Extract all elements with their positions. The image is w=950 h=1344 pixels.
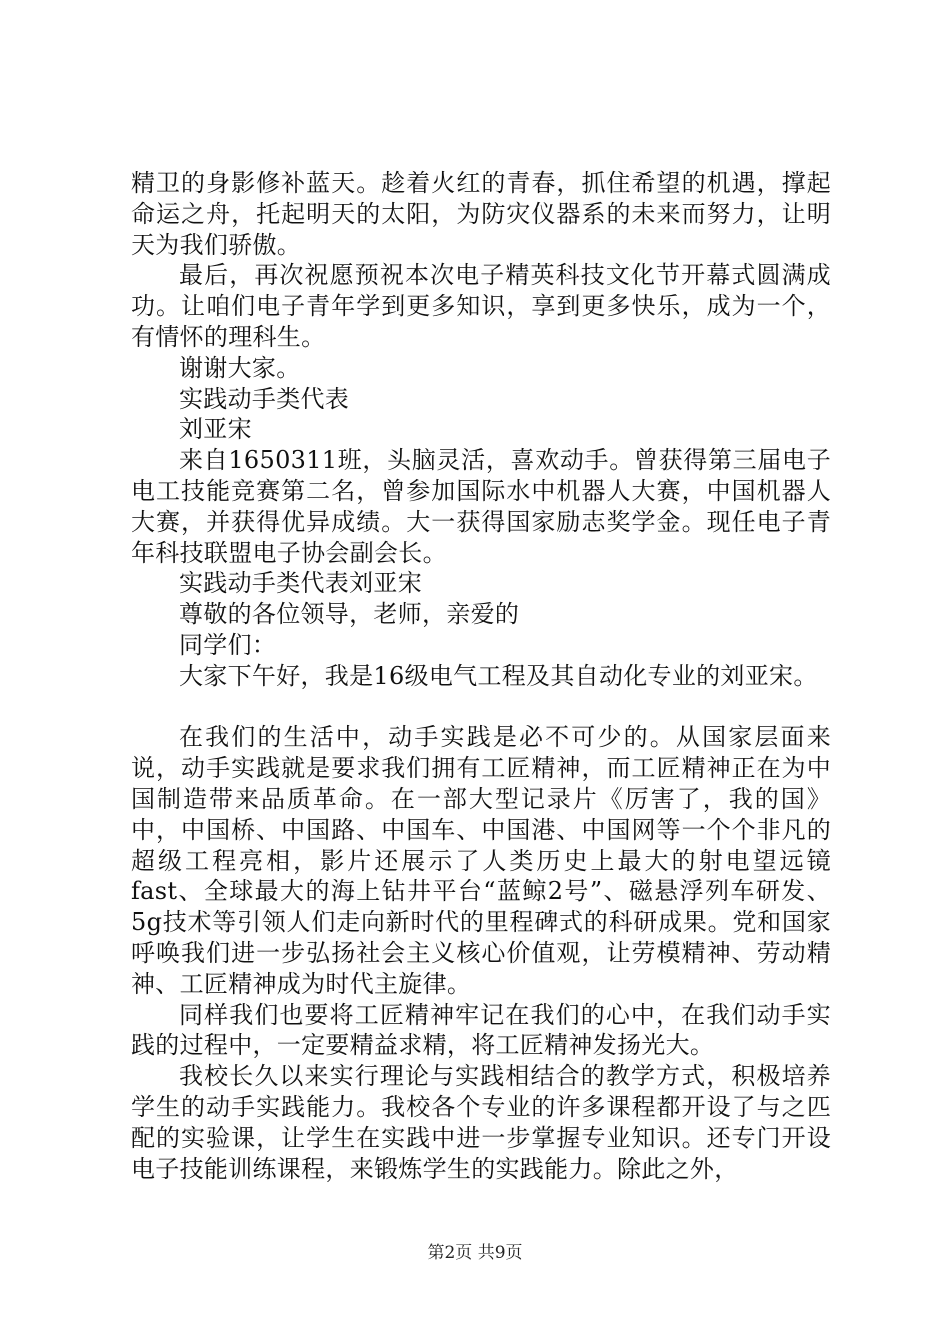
paragraph-12: 同样我们也要将工匠精神牢记在我们的心中，在我们动手实践的过程中，一定要精益求精，将工匠精神发扬光大。: [131, 1000, 831, 1060]
page-footer: [0, 1242, 950, 1264]
paragraph-2: 最后，再次祝愿预祝本次电子精英科技文化节开幕式圆满成功。让咱们电子青年学到更多知识，享到更多快乐，成为一个，有情怀的理科生。: [131, 261, 831, 351]
document-body: [131, 168, 831, 1184]
paragraph-10: 大家下午好，我是16级电气工程及其自动化专业的刘亚宋。: [179, 661, 818, 690]
page-number: 第2页 共9页: [427, 1243, 523, 1263]
paragraph-5: 刘亚宋: [179, 415, 252, 444]
paragraph-9: 同学们：: [179, 630, 277, 659]
paragraph-8: 尊敬的各位领导，老师，亲爱的: [179, 600, 520, 629]
blank-line: [131, 692, 831, 723]
paragraph-1: 精卫的身影修补蓝天。趁着火红的青春，抓住希望的机遇，撑起命运之舟，托起明天的太阳，为防灾仪器系的未来而努力，让明天为我们骄傲。: [131, 169, 831, 259]
paragraph-3: 谢谢大家。: [179, 353, 301, 382]
paragraph-6: 来自1650311班，头脑灵活，喜欢动手。曾获得第三届电子电工技能竞赛第二名，曾参加国际水中机器人大赛，中国机器人大赛，并获得优异成绩。大一获得国家励志奖学金。现任电子青年科技联盟电子协会副会长。: [131, 446, 831, 567]
paragraph-7: 实践动手类代表刘亚宋: [179, 569, 422, 598]
paragraph-11: 在我们的生活中，动手实践是必不可少的。从国家层面来说，动手实践就是要求我们拥有工匠精神，而工匠精神正在为中国制造带来品质革命。在一部大型记录片《厉害了，我的国》中，中国桥、中国路、中国车、中国港、中国网等一个个非凡的超级工程亮相，影片还展示了人类历史上最大的射电望远镜fast、全球最大的海上钻井平台“蓝鲸2号”、磁悬浮列车研发、5g技术等引领人们走向新时代的里程碑式的科研成果。党和国家呼唤我们进一步弘扬社会主义核心价值观，让劳模精神、劳动精神、工匠精神成为时代主旋律。: [131, 723, 831, 998]
paragraph-4: 实践动手类代表: [179, 384, 350, 413]
paragraph-13: 我校长久以来实行理论与实践相结合的教学方式，积极培养学生的动手实践能力。我校各个专业的许多课程都开设了与之匹配的实验课，让学生在实践中进一步掌握专业知识。还专门开设电子技能训练课程，来锻炼学生的实践能力。除此之外，: [131, 1062, 831, 1183]
